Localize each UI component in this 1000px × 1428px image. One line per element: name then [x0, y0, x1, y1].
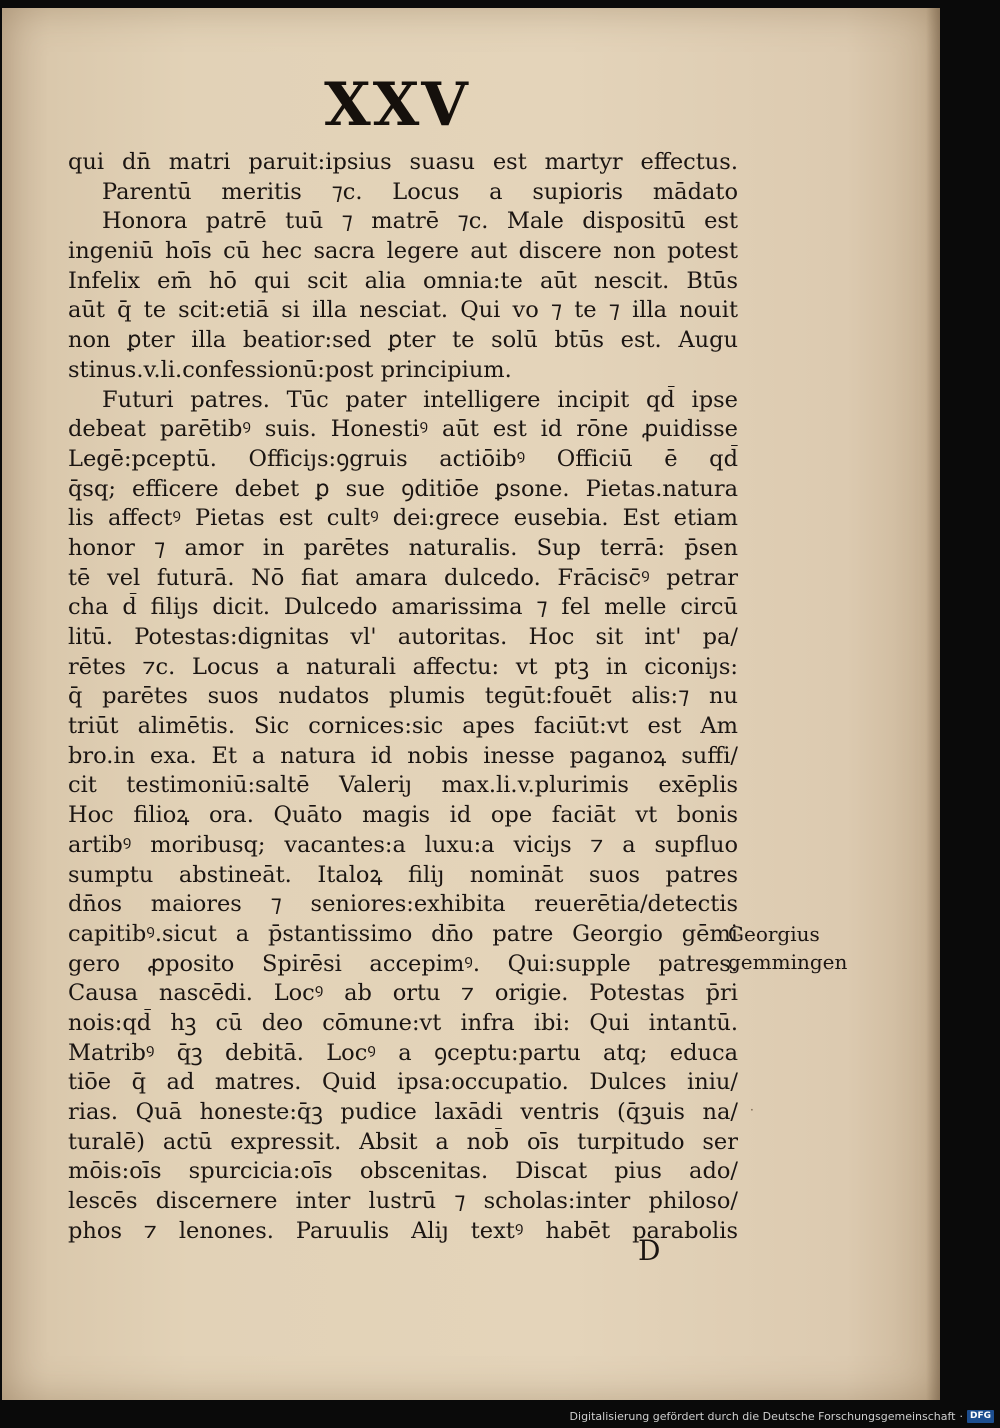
text-line: rias. Quā honeste:q̄ꝫ pudice laxādi ventris (q̄ꝫuis na/ [68, 1099, 738, 1125]
text-line: honor ⁊ amor in parētes naturalis. Sup terrā: p̄sen [68, 534, 738, 561]
text-line: litū. Potestas:dignitas vl' autoritas. Hoc sit int' pa/ [68, 624, 738, 650]
text-line: turalē) actū expressit. Absit a nob̄ oīs turpitudo ser [68, 1128, 738, 1155]
margin-tick: · [750, 1103, 754, 1117]
text-line: Causa nascēdi. Locꝰ ab ortu ⁊ origie. Potestas p̄ri [68, 980, 738, 1007]
text-line: Legē:pceptū. Officiȷs:ꝯgruis actiōibꝰ Officiū ē qd̄ [68, 445, 738, 472]
margin-note-line: gemmingen [728, 950, 848, 974]
signature-mark: D [638, 1234, 661, 1267]
text-line: dn̄os maiores ⁊ seniores:exhibita reuerētia/detectis [68, 891, 738, 918]
dfg-logo: DFG [967, 1410, 994, 1423]
page-scan [2, 8, 940, 1400]
text-line: tē vel futurā. Nō fiat amara dulcedo. Frācisc̄ꝰ petrar [68, 564, 738, 591]
text-line: lescēs discernere inter lustrū ⁊ scholas:inter philoso/ [68, 1188, 738, 1215]
footer-credit-text: Digitalisierung gefördert durch die Deutsche Forschungsgemeinschaft [569, 1409, 956, 1423]
text-line: ingeniū hoīs cū hec sacra legere aut discere non potest [68, 238, 738, 265]
separator-dot: · [959, 1409, 963, 1423]
text-line: Honora patrē tuū ⁊ matrē ⁊c. Male dispositū est [102, 208, 738, 235]
text-line: gero ꝓposito Spirēsi accepimꝰ. Qui:supple patres. [68, 950, 738, 977]
text-line: phos ⁊ lenones. Paruulis Aliȷ textꝰ habēt parabolis [68, 1217, 738, 1244]
text-line: cit testimoniū:saltē Valeriȷ max.li.v.plurimis exēplis [68, 772, 738, 799]
folio-number: XXV [324, 70, 470, 140]
text-line: Infelix em̄ hō qui scit alia omnia:te aūt nescit. Btūs [68, 267, 738, 294]
text-line: q̄ parētes suos nudatos plumis tegūt:fouēt alis:⁊ nu [68, 683, 738, 710]
text-line: Matribꝰ q̄ꝫ debitā. Locꝰ a ꝯceptu:partu atq; educa [68, 1039, 738, 1066]
text-line: nois:qd̄ hꝫ cū deo cōmune:vt infra ibi: Qui intantū. [68, 1009, 738, 1036]
text-block [68, 148, 738, 1246]
text-line: aūt q̄ te scit:etiā si illa nesciat. Qui vo ⁊ te ⁊ illa nouit [68, 297, 738, 324]
text-line: bro.in exa. Et a natura id nobis inesse paganoꝝ suffi/ [68, 742, 738, 769]
text-line: stinus.v.li.confessionū:post principium. [68, 356, 512, 383]
text-line: tiōe q̄ ad matres. Quid ipsa:occupatio. Dulces iniu/ [68, 1069, 738, 1096]
margin-note [728, 920, 878, 976]
text-line: qui dn̄ matri paruit:ipsius suasu est martyr effectus. [68, 149, 738, 175]
footer-credit [570, 1408, 994, 1424]
text-line: lis affectꝰ Pietas est cultꝰ dei:grece eusebia. Est etiam [68, 505, 738, 532]
text-line: artibꝰ moribusq; vacantes:a luxu:a viciȷs ⁊ a supfluo [68, 831, 738, 858]
text-line: Parentū meritis ⁊c. Locus a supioris mādato [102, 178, 738, 205]
margin-note-line: Georgius [728, 922, 820, 946]
text-line: cha d̄ filiȷs dicit. Dulcedo amarissima ⁊ fel melle circū [68, 594, 738, 621]
text-line: debeat parētibꝰ suis. Honestiꝰ aūt est id rōne ꝓuidisse [68, 416, 738, 443]
text-line: triūt alimētis. Sic cornices:sic apes faciūt:vt est Am [68, 713, 738, 740]
text-line: rētes ⁊c. Locus a naturali affectu: vt ptꝫ in ciconiȷs: [68, 653, 738, 680]
text-line: q̄sq; efficere debet ꝑ sue ꝯditiōe ꝑsone. Pietas.natura [68, 475, 738, 502]
text-line: non ꝑter illa beatior:sed ꝑter te solū btūs est. Augu [68, 327, 738, 354]
text-line: sumptu abstineāt. Italoꝝ filiȷ nomināt suos patres [68, 861, 738, 888]
text-line: capitibꝰ.sicut a p̄stantissimo dn̄o patre Georgio gēmi [68, 920, 738, 947]
text-line: Hoc filioꝝ ora. Quāto magis id ope faciāt vt bonis [68, 802, 738, 829]
text-line: mōis:oīs spurcicia:oīs obscenitas. Discat pius ado/ [68, 1158, 738, 1185]
text-line: Futuri patres. Tūc pater intelligere incipit qd̄ ipse [102, 386, 738, 413]
